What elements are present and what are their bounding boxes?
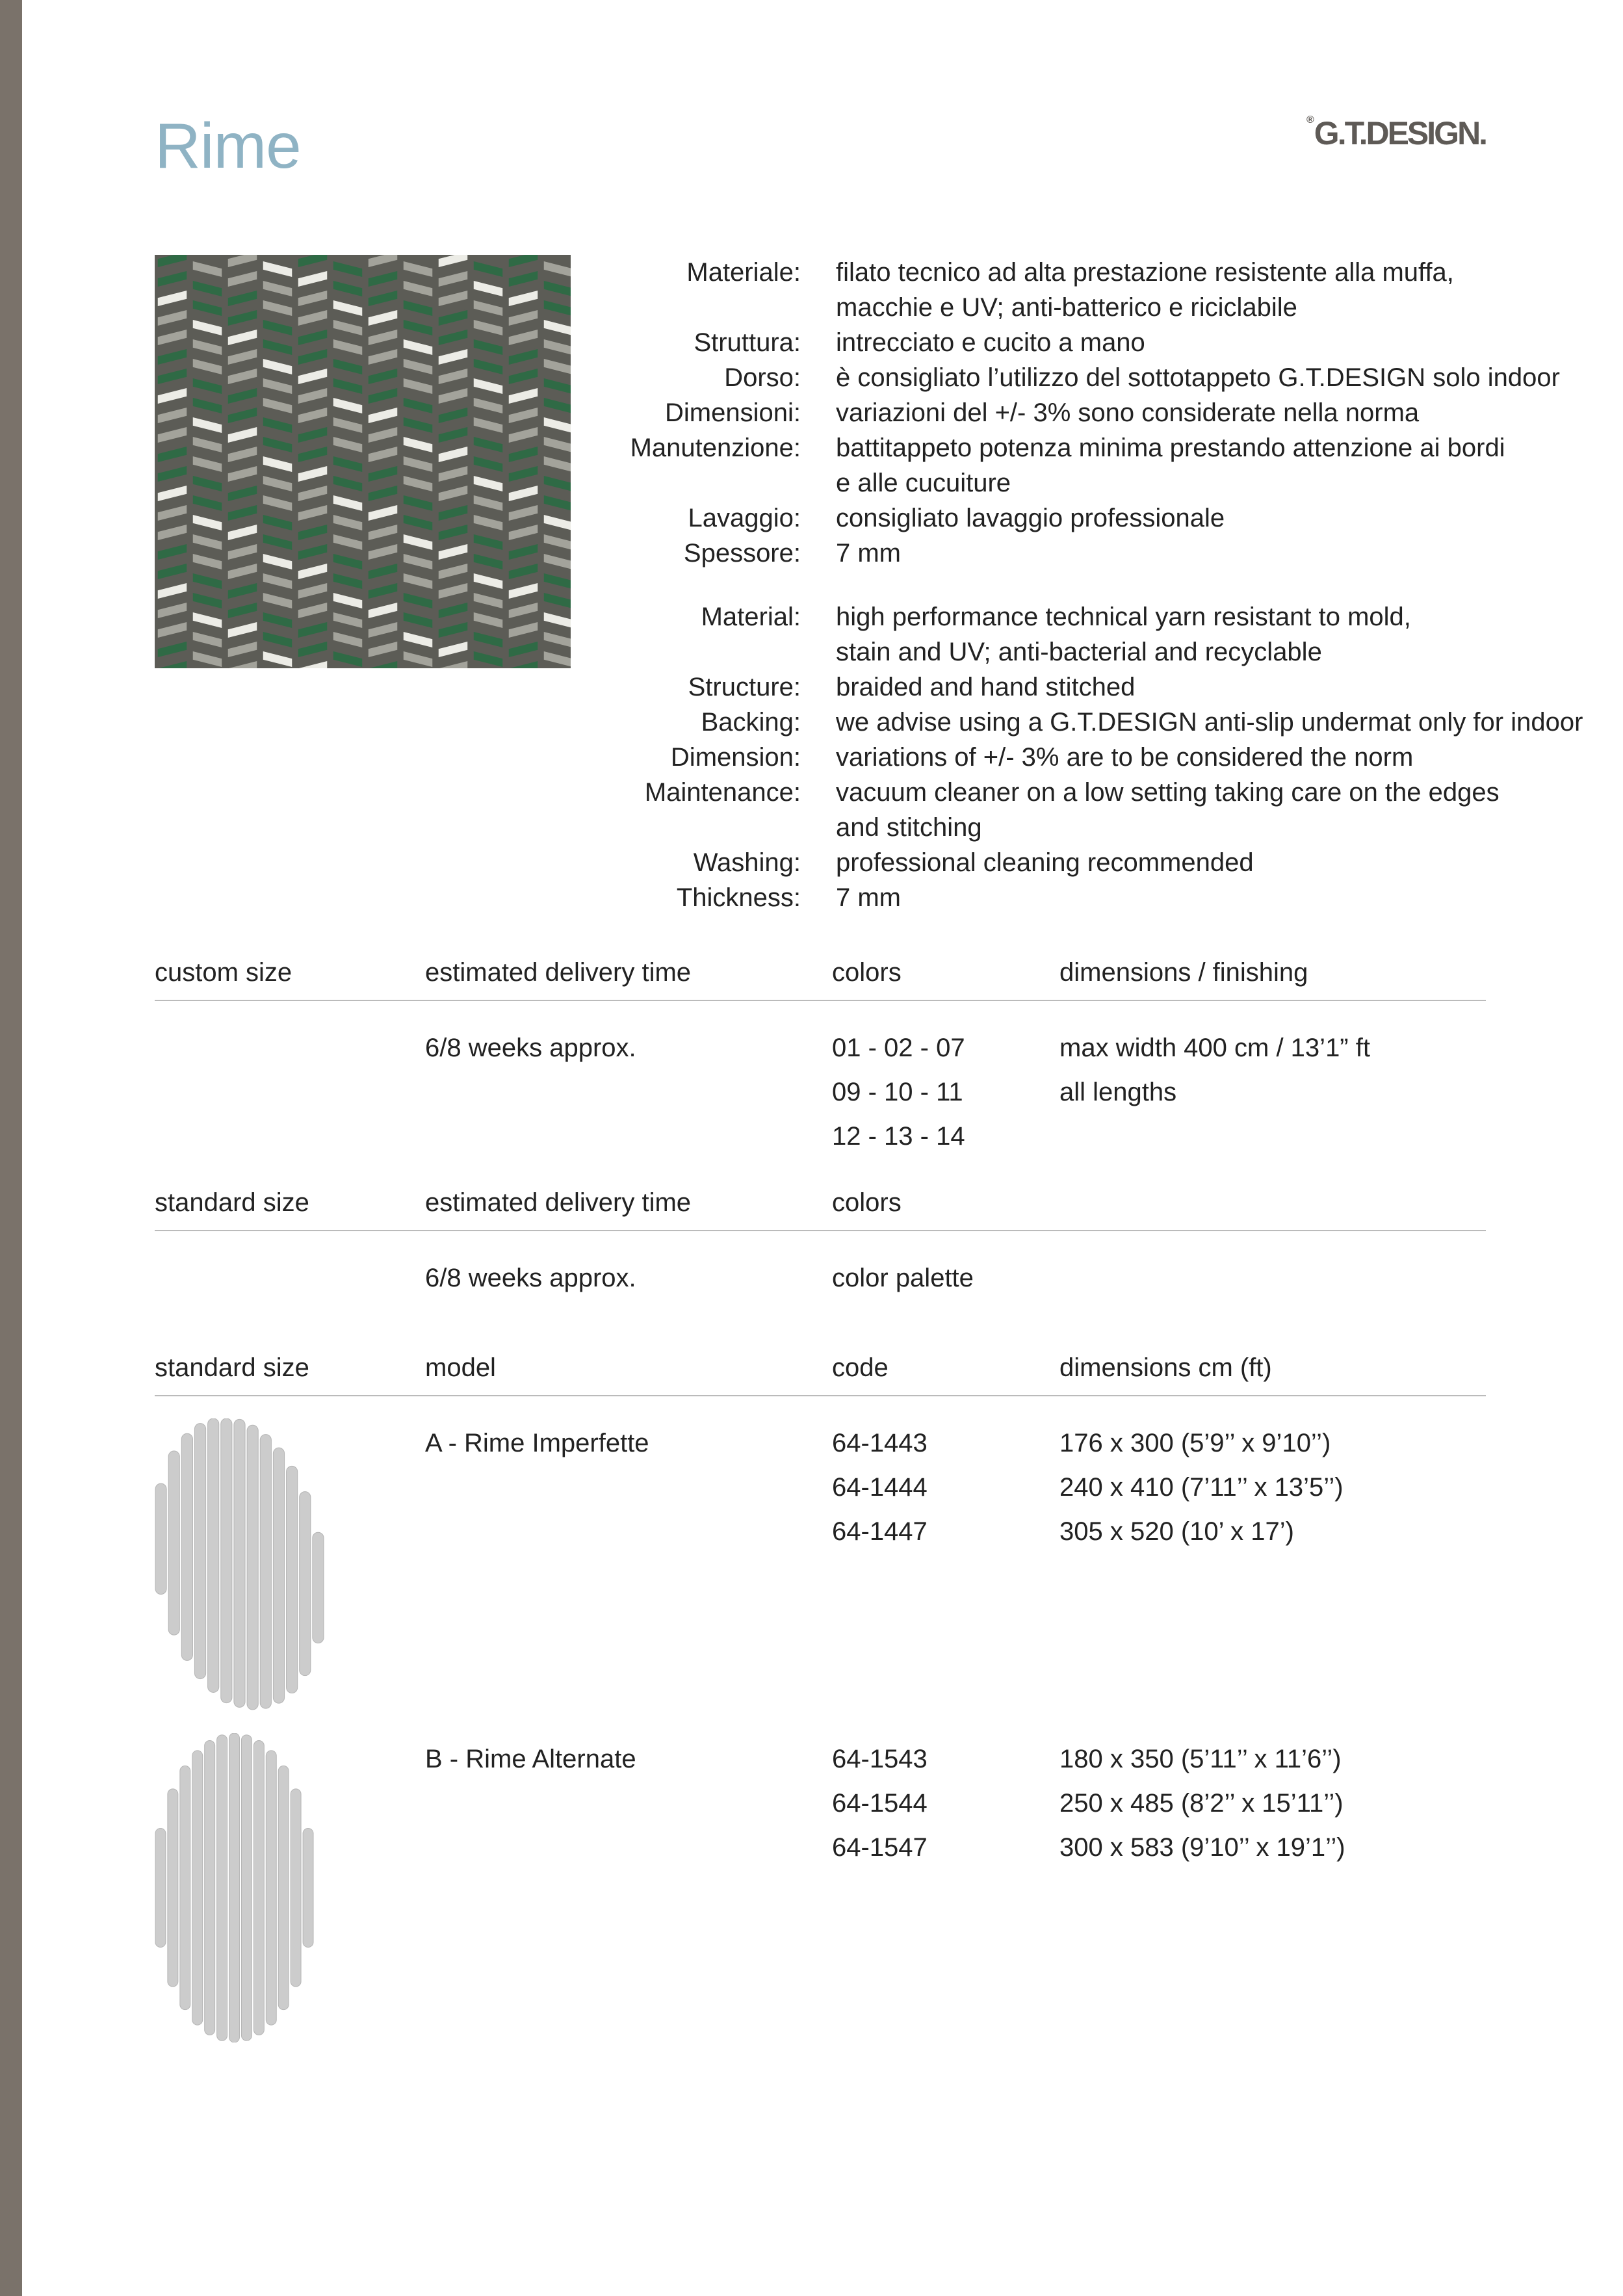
spec-value-line: consigliato lavaggio professionale xyxy=(836,504,1225,532)
dimensions-list xyxy=(1059,1026,1370,1114)
header-standard-size: standard size xyxy=(155,1188,309,1217)
spec-label: Spessore: xyxy=(683,539,801,567)
dimensions-list xyxy=(1059,1737,1345,1870)
specs-english xyxy=(585,599,1583,915)
spec-value xyxy=(836,705,1583,740)
spec-value xyxy=(836,395,1527,430)
spec-label: Backing: xyxy=(701,708,801,737)
spec-value-line: and stitching xyxy=(836,813,982,842)
rug-strip xyxy=(241,1735,252,2041)
header-colors: colors xyxy=(832,1188,902,1217)
spec-row xyxy=(585,880,1527,915)
spec-value xyxy=(836,325,1527,360)
rug-strip xyxy=(291,1789,301,1987)
rug-strip xyxy=(234,1419,245,1707)
codes-list xyxy=(832,1737,928,1870)
spec-value xyxy=(836,845,1527,880)
brand-logo xyxy=(1306,114,1486,152)
header-standard-size: standard size xyxy=(155,1353,309,1382)
rug-strip xyxy=(194,1424,205,1679)
spec-row xyxy=(585,845,1527,880)
rug-strip xyxy=(205,1741,215,2035)
color-codes: 09 - 10 - 11 xyxy=(832,1078,963,1106)
spec-value xyxy=(836,255,1527,325)
rug-strip xyxy=(155,1483,166,1594)
table-header xyxy=(155,1348,1486,1396)
rug-texture-swatch xyxy=(155,255,571,668)
rug-strip xyxy=(247,1425,258,1710)
spec-value-line: variations of +/- 3% are to be considered the norm xyxy=(836,743,1414,772)
model-name: B - Rime Alternate xyxy=(425,1745,636,1773)
spec-row xyxy=(585,670,1527,705)
color-palette: color palette xyxy=(832,1264,974,1292)
rug-strip xyxy=(300,1492,311,1676)
spec-value-line: intrecciato e cucito a mano xyxy=(836,328,1145,357)
spec-label: Maintenance: xyxy=(644,778,801,807)
spec-value-line: braided and hand stitched xyxy=(836,673,1136,701)
spec-row xyxy=(585,740,1527,775)
dimension-line: 240 x 410 (7’11’’ x 13’5’’) xyxy=(1059,1473,1344,1502)
spec-value xyxy=(836,360,1560,395)
spec-value-line: stain and UV; anti-bacterial and recyclable xyxy=(836,638,1322,666)
rug-strip xyxy=(217,1735,227,2041)
standard-size-colors-table xyxy=(155,1183,1486,1313)
dimension-line: max width 400 cm / 13’1” ft xyxy=(1059,1034,1370,1062)
custom-size-table xyxy=(155,953,1486,1151)
spec-label: Struttura: xyxy=(694,328,801,357)
rug-strip xyxy=(155,1828,166,1947)
delivery-value: 6/8 weeks approx. xyxy=(425,1264,636,1292)
spec-label: Material: xyxy=(701,603,801,631)
spec-value xyxy=(836,775,1527,845)
rug-strip xyxy=(208,1418,219,1692)
header-dimensions: dimensions cm (ft) xyxy=(1059,1353,1272,1382)
dimension-line: 180 x 350 (5’11’’ x 11’6’’) xyxy=(1059,1745,1342,1773)
spec-label: Manutenzione: xyxy=(630,434,801,462)
model-code: 64-1447 xyxy=(832,1517,928,1546)
header-code: code xyxy=(832,1353,889,1382)
spec-label: Lavaggio: xyxy=(688,504,801,532)
model-code: 64-1543 xyxy=(832,1745,928,1773)
spec-value-line: è consigliato l’utilizzo del sottotappeto G.T.DESIGN solo indoor xyxy=(836,363,1560,392)
spec-value xyxy=(836,740,1527,775)
rug-strip xyxy=(303,1828,313,1947)
colors-list xyxy=(832,1026,965,1158)
spec-value xyxy=(836,670,1527,705)
rug-strip xyxy=(260,1435,271,1708)
header-colors: colors xyxy=(832,958,902,987)
rug-strip xyxy=(273,1448,284,1703)
spec-value-line: battitappeto potenza minima prestando attenzione ai bordi xyxy=(836,434,1505,462)
spec-row xyxy=(585,501,1527,536)
rug-strip xyxy=(278,1766,289,2009)
spec-value-line: e alle cucuiture xyxy=(836,469,1011,497)
dimension-line: 305 x 520 (10’ x 17’) xyxy=(1059,1517,1294,1546)
spec-label: Dimension: xyxy=(670,743,801,772)
delivery-value: 6/8 weeks approx. xyxy=(425,1034,636,1062)
model-code: 64-1547 xyxy=(832,1833,928,1862)
spec-value xyxy=(836,880,1527,915)
spec-value-line: 7 mm xyxy=(836,539,901,567)
dimension-line: 176 x 300 (5’9’’ x 9’10’’) xyxy=(1059,1429,1331,1457)
rug-strip xyxy=(168,1789,178,1987)
spec-row xyxy=(585,536,1527,571)
model-code: 64-1444 xyxy=(832,1473,928,1502)
spec-value-line: macchie e UV; anti-batterico e riciclabile xyxy=(836,293,1297,322)
rug-strip xyxy=(229,1733,240,2042)
spec-row xyxy=(585,255,1527,325)
spec-value xyxy=(836,599,1527,670)
spec-row xyxy=(585,325,1527,360)
color-codes: 12 - 13 - 14 xyxy=(832,1122,965,1151)
spec-row xyxy=(585,599,1527,670)
spec-value-line: filato tecnico ad alta prestazione resistente alla muffa, xyxy=(836,258,1454,287)
header-delivery-time: estimated delivery time xyxy=(425,1188,692,1217)
header-model: model xyxy=(425,1353,496,1382)
rug-strip xyxy=(168,1451,179,1635)
side-bar xyxy=(0,0,22,2296)
brand-name: G.T.DESIGN. xyxy=(1314,115,1487,151)
spec-label: Dorso: xyxy=(724,363,801,392)
specs-italian xyxy=(585,255,1560,571)
spec-row xyxy=(585,395,1527,430)
spec-value-line: high performance technical yarn resistant to mold, xyxy=(836,603,1411,631)
rug-strip xyxy=(192,1751,203,2025)
rime-alternate-shape xyxy=(155,1733,315,2042)
spec-value-line: 7 mm xyxy=(836,883,901,912)
header-delivery-time: estimated delivery time xyxy=(425,958,692,987)
table-header xyxy=(155,953,1486,1001)
spec-label: Materiale: xyxy=(686,258,801,287)
spec-value-line: we advise using a G.T.DESIGN anti-slip undermat only for indoor xyxy=(836,708,1583,737)
model-code: 64-1443 xyxy=(832,1429,928,1457)
rug-strip xyxy=(221,1418,232,1703)
spec-label: Dimensioni: xyxy=(665,398,801,427)
spec-label: Thickness: xyxy=(676,883,801,912)
spec-row xyxy=(585,705,1583,740)
rug-strip xyxy=(180,1766,190,2009)
spec-row xyxy=(585,775,1527,845)
model-code: 64-1544 xyxy=(832,1789,928,1818)
table-header xyxy=(155,1183,1486,1231)
dimension-line: 300 x 583 (9’10’’ x 19’1’’) xyxy=(1059,1833,1345,1862)
rug-strip xyxy=(266,1751,276,2025)
model-name: A - Rime Imperfette xyxy=(425,1429,649,1457)
color-codes: 01 - 02 - 07 xyxy=(832,1034,965,1062)
standard-size-models-table xyxy=(155,1348,1486,2063)
registered-mark: ® xyxy=(1306,114,1314,125)
rug-strip xyxy=(287,1466,298,1693)
rug-strip xyxy=(253,1741,264,2035)
spec-label: Structure: xyxy=(688,673,801,701)
spec-value-line: vacuum cleaner on a low setting taking care on the edges xyxy=(836,778,1500,807)
spec-row xyxy=(585,360,1560,395)
page-title: Rime xyxy=(155,110,301,181)
spec-row xyxy=(585,430,1527,501)
header-dimensions: dimensions / finishing xyxy=(1059,958,1308,987)
rug-strip xyxy=(181,1433,192,1660)
dimensions-list xyxy=(1059,1421,1344,1554)
spec-value xyxy=(836,536,1527,571)
spec-value-line: professional cleaning recommended xyxy=(836,848,1254,877)
spec-value xyxy=(836,501,1527,536)
dimension-line: 250 x 485 (8’2’’ x 15’11’’) xyxy=(1059,1789,1344,1818)
header-custom-size: custom size xyxy=(155,958,292,987)
rug-strip xyxy=(313,1532,324,1643)
dimension-line: all lengths xyxy=(1059,1078,1177,1106)
codes-list xyxy=(832,1421,928,1554)
spec-label: Washing: xyxy=(693,848,801,877)
rime-imperfette-shape xyxy=(155,1418,325,1712)
spec-value-line: variazioni del +/- 3% sono considerate nella norma xyxy=(836,398,1420,427)
spec-value xyxy=(836,430,1527,501)
